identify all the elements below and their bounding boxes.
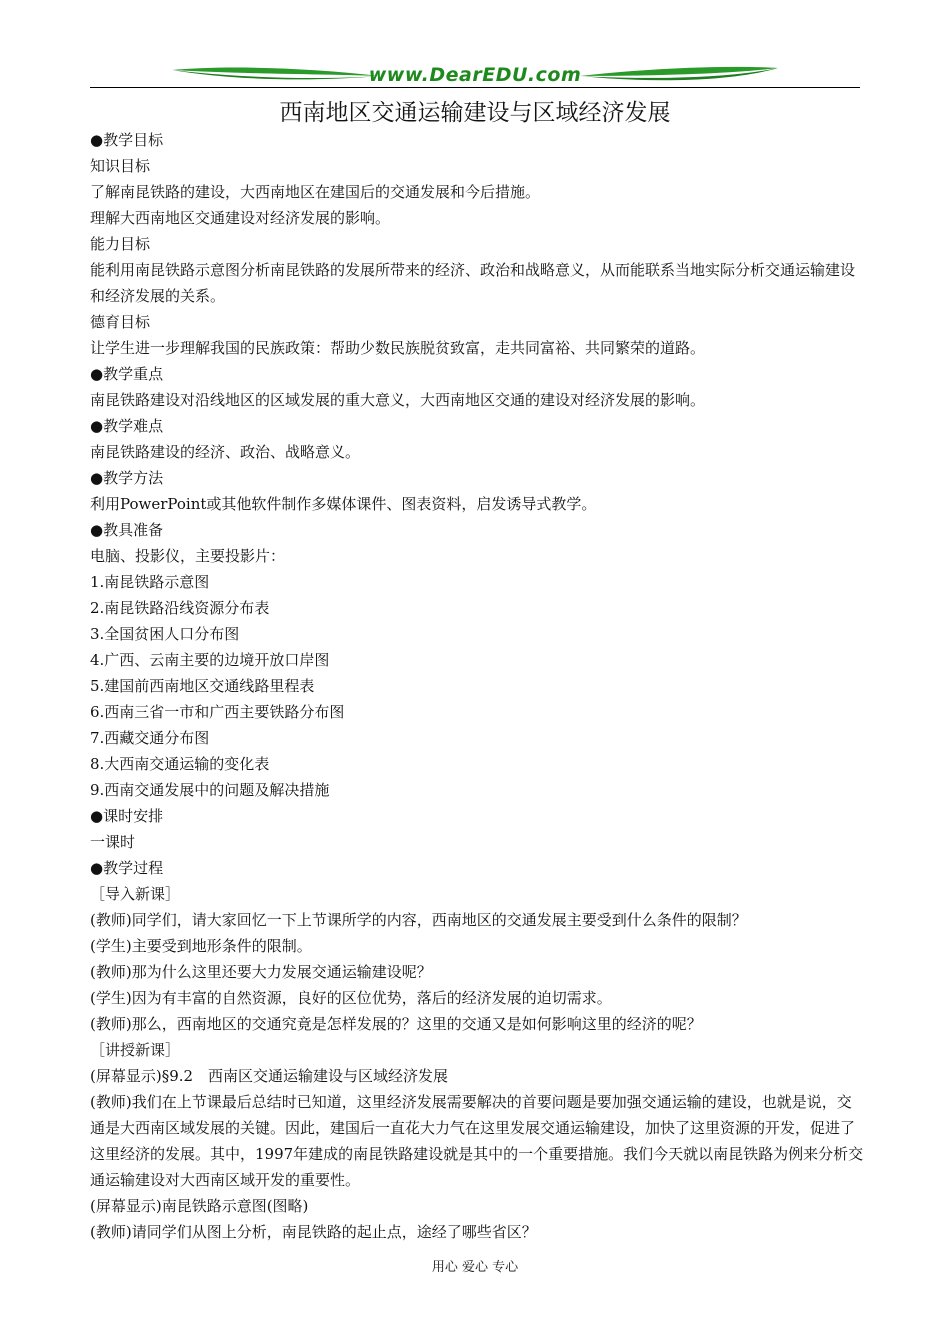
list-item: 7.西藏交通分布图 <box>90 729 210 747</box>
list-item: 4.广西、云南主要的边境开放口岸图 <box>90 651 330 669</box>
subheading-new-lesson: ［讲授新课］ <box>90 1041 181 1059</box>
section-heading-methods: ●教学方法 <box>90 469 164 487</box>
paragraph: 电脑、投影仪，主要投影片： <box>90 547 286 565</box>
paragraph: 了解南昆铁路的建设，大西南地区在建国后的交通发展和今后措施。 <box>90 183 541 201</box>
subheading-ability: 能力目标 <box>90 235 151 253</box>
dialogue-line: (学生)主要受到地形条件的限制。 <box>90 937 312 955</box>
dialogue-line: (教师)请同学们从图上分析，南昆铁路的起止点，途经了哪些省区？ <box>90 1223 537 1241</box>
list-item: 2.南昆铁路沿线资源分布表 <box>90 599 270 617</box>
dialogue-line: (屏幕显示)§9.2 西南区交通运输建设与区域经济发展 <box>90 1067 449 1085</box>
dialogue-paragraph: (教师)我们在上节课最后总结时已知道，这里经济发展需要解决的首要问题是要加强交通运输的建设，也就是说，交通是大西南区域发展的关键。因此，建国后一直花大力气在这里发展交通运输建设，加快了这里资源的开发，促进了这里经济的发展。其中，1997年建成的南昆铁路建设就是其中的一个重要措施。我们今天就以南昆铁路为例来分析交通运输建设对大西南区域开发的重要性。 <box>90 1093 864 1189</box>
list-item: 3.全国贫困人口分布图 <box>90 625 240 643</box>
page-footer: 用心 爱心 专心 <box>431 1260 519 1275</box>
document-body <box>90 127 865 1245</box>
subheading-moral: 德育目标 <box>90 313 151 331</box>
section-heading-schedule: ●课时安排 <box>90 807 164 825</box>
section-heading-materials: ●教具准备 <box>90 521 164 539</box>
subheading-knowledge: 知识目标 <box>90 157 151 175</box>
paragraph: 让学生进一步理解我国的民族政策：帮助少数民族脱贫致富，走共同富裕、共同繁荣的道路。 <box>90 339 706 357</box>
section-heading-process: ●教学过程 <box>90 859 164 877</box>
list-item: 6.西南三省一市和广西主要铁路分布图 <box>90 703 345 721</box>
paragraph: 能利用南昆铁路示意图分析南昆铁路的发展所带来的经济、政治和战略意义，从而能联系当地实际分析交通运输建设和经济发展的关系。 <box>90 261 856 305</box>
page-title: 西南地区交通运输建设与区域经济发展 <box>279 100 671 126</box>
paragraph: 南昆铁路建设对沿线地区的区域发展的重大意义，大西南地区交通的建设对经济发展的影响。 <box>90 391 706 409</box>
dialogue-line: (教师)那为什么这里还要大力发展交通运输建设呢？ <box>90 963 432 981</box>
subheading-intro: ［导入新课］ <box>90 885 181 903</box>
dialogue-line: (学生)因为有丰富的自然资源，良好的区位优势，落后的经济发展的迫切需求。 <box>90 989 612 1007</box>
section-heading-difficulties: ●教学难点 <box>90 417 164 435</box>
list-item: 9.西南交通发展中的问题及解决措施 <box>90 781 330 799</box>
paragraph: 南昆铁路建设的经济、政治、战略意义。 <box>90 443 361 461</box>
header-divider <box>90 87 860 88</box>
paragraph: 一课时 <box>90 833 136 851</box>
site-logo-text: www.DearEDU.com <box>368 64 582 86</box>
dialogue-line: (教师)同学们，请大家回忆一下上节课所学的内容，西南地区的交通发展主要受到什么条件的限制？ <box>90 911 747 929</box>
dialogue-line: (屏幕显示)南昆铁路示意图(图略) <box>90 1197 309 1215</box>
section-heading-goals: ●教学目标 <box>90 131 164 149</box>
dialogue-line: (教师)那么，西南地区的交通究竟是怎样发展的？这里的交通又是如何影响这里的经济的呢？ <box>90 1015 702 1033</box>
list-item: 1.南昆铁路示意图 <box>90 573 210 591</box>
list-item: 5.建国前西南地区交通线路里程表 <box>90 677 315 695</box>
section-heading-key-points: ●教学重点 <box>90 365 164 383</box>
list-item: 8.大西南交通运输的变化表 <box>90 755 270 773</box>
paragraph: 理解大西南地区交通建设对经济发展的影响。 <box>90 209 391 227</box>
paragraph: 利用PowerPoint或其他软件制作多媒体课件、图表资料，启发诱导式教学。 <box>90 495 597 513</box>
